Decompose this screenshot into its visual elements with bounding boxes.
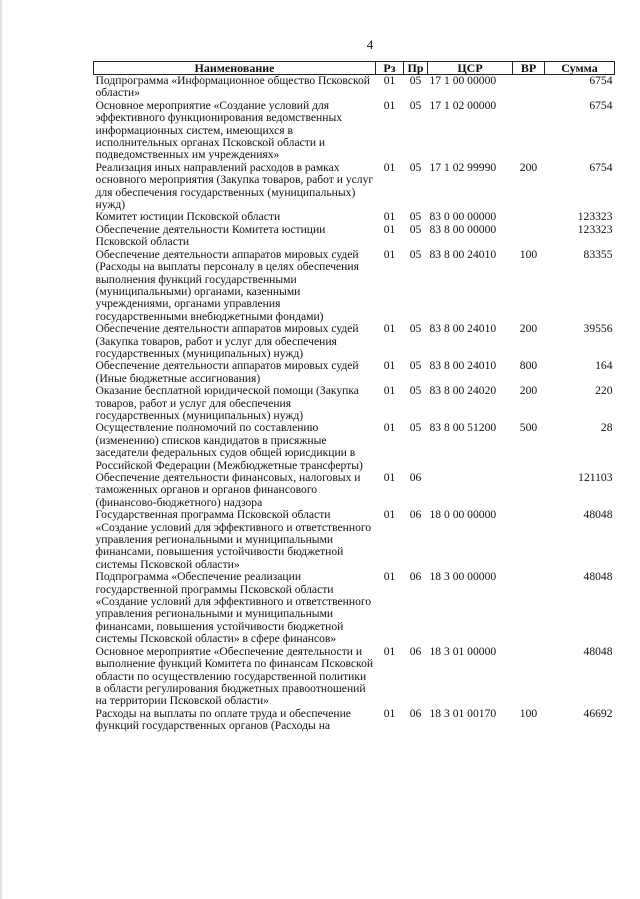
cell-name: Основное мероприятие «Создание условий для эффективного функционирования ведомственных информационных систем, имеющихся в исполнительных органах Псковской области и подведомственных им учреждениях» <box>95 98 343 162</box>
cell-sum: 83355 <box>583 247 613 261</box>
cell-vr: 200 <box>519 160 538 174</box>
cell-rz: 01 <box>383 421 396 435</box>
cell-rz: 01 <box>383 74 396 87</box>
cell-pr: 06 <box>409 706 422 720</box>
cell-csr: 18 0 00 00000 <box>429 508 497 522</box>
cell-rz: 01 <box>383 98 396 112</box>
cell-sum: 46692 <box>583 706 613 720</box>
cell-sum: 28 <box>600 421 613 435</box>
cell-sum: 6754 <box>589 74 613 87</box>
cell-rz: 01 <box>383 322 396 336</box>
cell-vr <box>513 75 545 100</box>
table-row <box>94 360 615 385</box>
cell-vr <box>513 224 545 249</box>
cell-sum: 48048 <box>583 508 613 522</box>
cell-pr: 06 <box>409 644 422 658</box>
header-sum: Сумма <box>545 62 615 75</box>
cell-rz: 01 <box>383 471 396 484</box>
cell-csr: 83 8 00 00000 <box>429 222 497 236</box>
header-csr: ЦСР <box>428 62 513 75</box>
cell-name: Основное мероприятие «Обеспечение деятельности и выполнение функций Комитета по финансам Псковской области по осуществлению государственной политики в области регулирования бюджетных правоотношений на территории Псковской области» <box>95 644 374 708</box>
cell-name: Обеспечение деятельности Комитета юстиции Псковской области <box>95 222 326 249</box>
cell-pr: 06 <box>409 570 422 584</box>
table-row <box>94 323 615 360</box>
cell-csr: 18 3 01 00170 <box>429 706 497 720</box>
cell-pr: 06 <box>409 508 422 522</box>
cell-rz: 01 <box>383 359 396 373</box>
table-header-row <box>94 62 615 75</box>
cell-name: Государственная программа Псковской области «Создание условий для эффективного и ответственного управления региональными и муниципальными финансами, повышения устойчивости бюджетной системы Псковской области» <box>95 508 372 571</box>
table-row <box>94 224 615 249</box>
cell-vr: 200 <box>519 384 538 398</box>
cell-rz: 01 <box>383 508 396 522</box>
cell-csr: 83 8 00 24010 <box>429 247 497 261</box>
table-row <box>94 422 615 472</box>
cell-vr: 800 <box>519 359 538 373</box>
cell-name: Расходы на выплаты по оплате труда и обеспечение функций государственных органов (Расходы на <box>95 706 351 733</box>
cell-name: Обеспечение деятельности финансовых, налоговых и таможенных органов и органов финансового (финансово-бюджетного) надзора <box>95 471 361 509</box>
cell-pr: 05 <box>409 421 422 435</box>
cell-vr <box>513 571 545 645</box>
cell-csr: 83 8 00 51200 <box>429 421 497 435</box>
header-vr: ВР <box>513 62 545 75</box>
table-row <box>94 249 615 323</box>
cell-pr: 05 <box>409 247 422 261</box>
cell-name: Комитет юстиции Псковской области <box>95 210 281 224</box>
cell-pr: 05 <box>409 74 422 87</box>
cell-csr: 18 3 01 00000 <box>429 644 497 658</box>
cell-csr: 17 1 02 00000 <box>429 98 497 112</box>
cell-name: Оказание бесплатной юридической помощи (Закупка товаров, работ и услуг для обеспечения государственных (муниципальных) нужд) <box>95 384 359 422</box>
table-row <box>94 162 615 212</box>
cell-csr: 17 1 02 99990 <box>429 160 497 174</box>
cell-sum: 48048 <box>583 644 613 658</box>
cell-sum: 39556 <box>583 322 613 336</box>
table-row <box>94 509 615 571</box>
cell-sum: 48048 <box>583 570 613 584</box>
cell-csr: 17 1 00 00000 <box>429 74 497 87</box>
cell-csr: 18 3 00 00000 <box>429 570 497 584</box>
cell-vr <box>513 211 545 223</box>
cell-sum: 6754 <box>589 98 613 112</box>
cell-sum: 220 <box>595 384 613 398</box>
table-row <box>94 100 615 162</box>
cell-rz: 01 <box>383 247 396 261</box>
cell-rz: 01 <box>383 210 396 224</box>
header-pr: Пр <box>404 62 428 75</box>
cell-pr: 05 <box>409 359 422 373</box>
cell-pr: 05 <box>409 322 422 336</box>
cell-csr: 83 0 00 00000 <box>429 210 497 224</box>
table-row <box>94 646 615 708</box>
page-number: 4 <box>366 37 374 52</box>
cell-pr: 05 <box>409 222 422 236</box>
cell-pr: 05 <box>409 160 422 174</box>
cell-rz: 01 <box>383 644 396 658</box>
cell-name: Обеспечение деятельности аппаратов мировых судей (Расходы на выплаты персоналу в целях обеспечения выполнения функций государственными (муниципальными) органами, казенными учреждениями, органами управления государственными внебюджетными фондами) <box>95 247 359 323</box>
cell-vr: 500 <box>519 421 538 435</box>
budget-table <box>93 61 615 733</box>
scan-edge-shadow <box>0 0 3 899</box>
cell-sum: 123323 <box>577 222 613 236</box>
table-row <box>94 211 615 223</box>
cell-rz: 01 <box>383 222 396 236</box>
cell-sum: 121103 <box>578 471 613 484</box>
header-rz: Рз <box>376 62 404 75</box>
cell-vr: 100 <box>519 247 538 261</box>
cell-name: Обеспечение деятельности аппаратов мировых судей (Закупка товаров, работ и услуг для обеспечения государственных (муниципальных) нужд) <box>95 322 359 360</box>
cell-pr: 05 <box>409 384 422 398</box>
table-row <box>94 385 615 422</box>
cell-name: Подпрограмма «Обеспечение реализации государственной программы Псковской области «Создание условий для эффективного и ответственного управления региональными и муниципальными финансами, повышения устойчивости бюджетной системы Псковской области» в сфере финансов» <box>95 570 372 646</box>
cell-name: Реализация иных направлений расходов в рамках основного мероприятия (Закупка товаров, работ и услуг для обеспечения государственных (муниципальных) нужд) <box>95 160 374 212</box>
cell-name: Осуществление полномочий по составлению (изменению) списков кандидатов в присяжные заседатели федеральных судов общей юрисдикции в Российской Федерации (Межбюджетные трансферты) <box>95 421 363 472</box>
cell-rz: 01 <box>383 384 396 398</box>
table-row <box>94 75 615 100</box>
cell-vr <box>513 472 545 509</box>
cell-vr <box>513 100 545 162</box>
cell-vr <box>513 509 545 571</box>
header-name: Наименование <box>94 62 376 75</box>
cell-csr: 83 8 00 24010 <box>429 359 497 373</box>
cell-rz: 01 <box>383 160 396 174</box>
cell-csr: 83 8 00 24010 <box>429 322 497 336</box>
cell-vr <box>513 646 545 708</box>
cell-vr: 200 <box>519 322 538 336</box>
cell-rz: 01 <box>383 706 396 720</box>
cell-pr: 06 <box>409 471 422 484</box>
table-row <box>94 708 615 733</box>
cell-vr: 100 <box>519 706 538 720</box>
cell-rz: 01 <box>383 570 396 584</box>
cell-pr: 05 <box>409 210 422 224</box>
cell-csr <box>428 472 513 509</box>
table-row <box>94 571 615 645</box>
cell-csr: 83 8 00 24020 <box>429 384 497 398</box>
cell-sum: 164 <box>595 359 613 373</box>
table-row <box>94 472 615 509</box>
cell-pr: 05 <box>409 98 422 112</box>
cell-sum: 6754 <box>589 160 613 174</box>
cell-name: Подпрограмма «Информационное общество Псковской области» <box>95 74 370 100</box>
cell-name: Обеспечение деятельности аппаратов мировых судей (Иные бюджетные ассигнования) <box>95 359 359 385</box>
cell-sum: 123323 <box>577 210 613 224</box>
